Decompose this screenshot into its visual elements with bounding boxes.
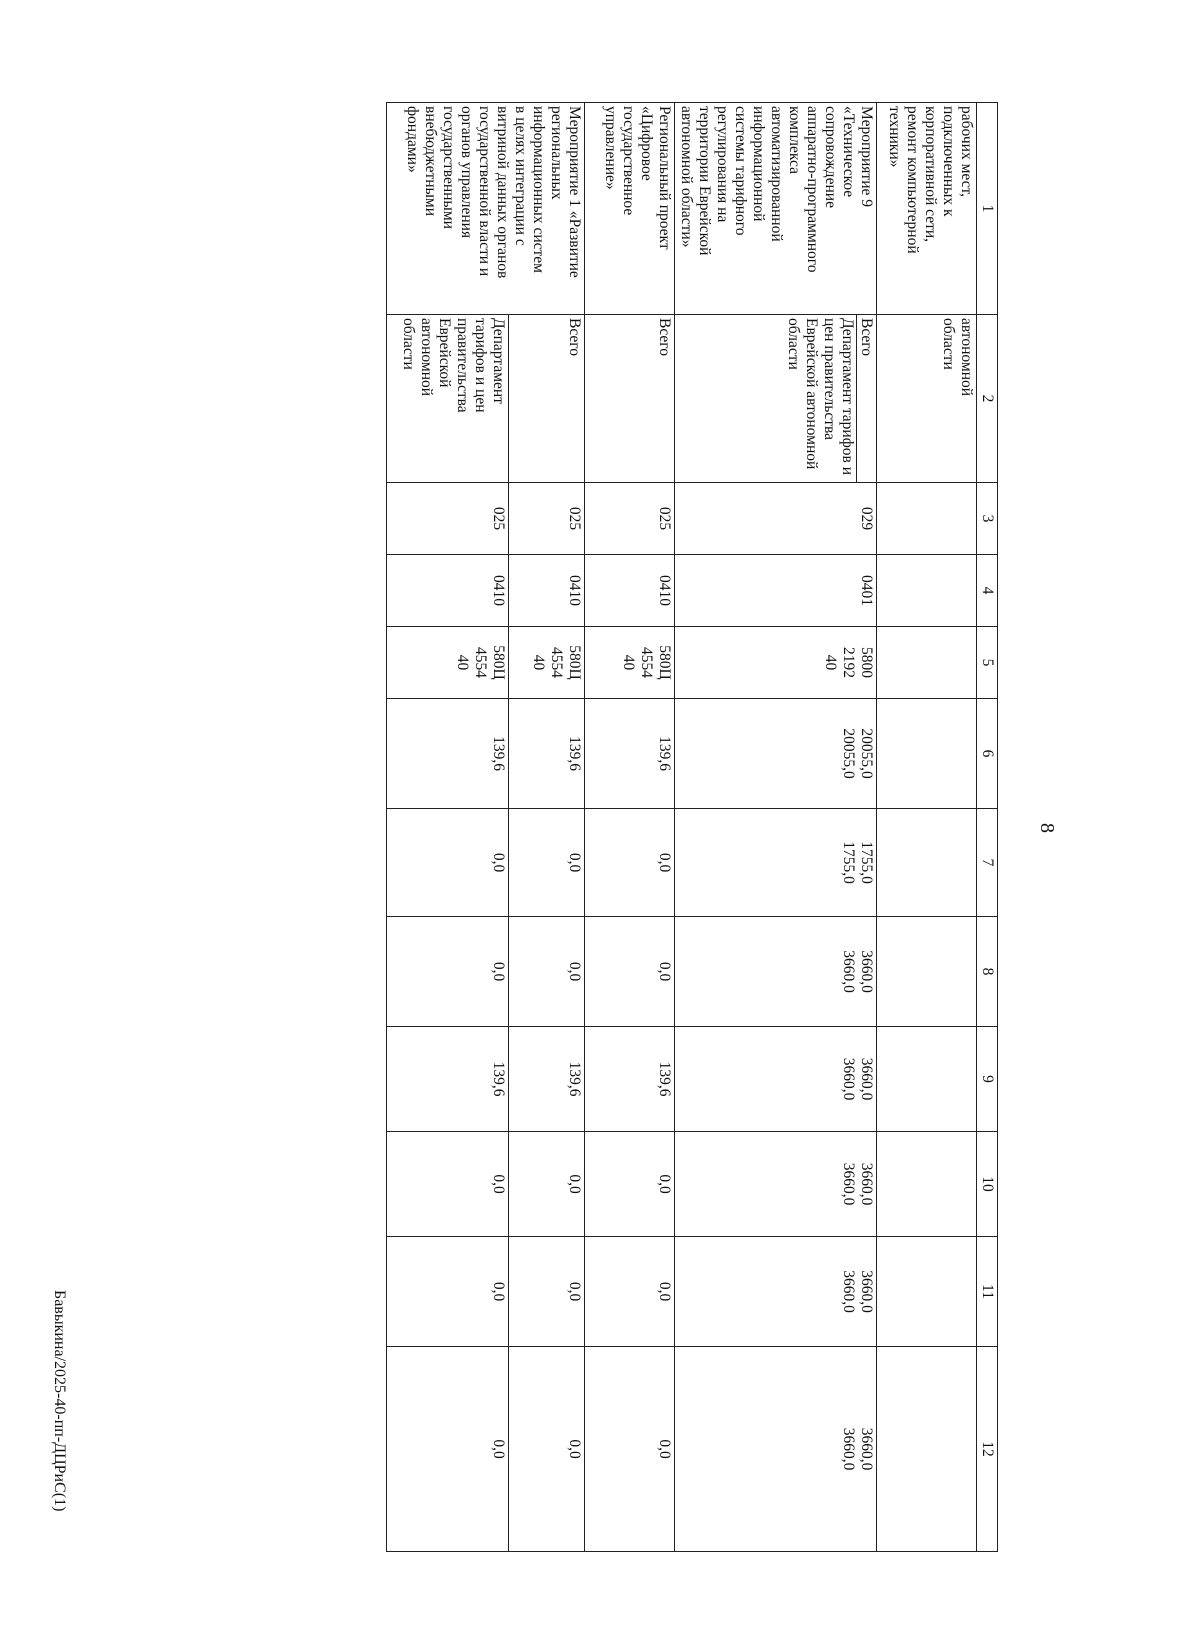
table-cell: [877, 1027, 977, 1132]
value-cell: 0,0: [509, 1132, 585, 1237]
table-row: [877, 103, 977, 1552]
column-number-row: [977, 103, 998, 1552]
column-header: 4: [977, 555, 998, 627]
value-cell: 3660,0 3660,0: [675, 1237, 877, 1347]
value-cell: 0,0: [387, 917, 509, 1027]
target-code: 580Ц 4554 40: [509, 627, 585, 699]
value-cell: 0,0: [509, 1347, 585, 1552]
activity-name: рабочих мест, подключенных к корпоративной сети, ремонт компьютерной техники»: [877, 103, 977, 315]
table-cell: [877, 809, 977, 917]
column-header: 6: [977, 699, 998, 809]
activity-name: Мероприятие 1 «Развитие региональных информационных систем в целях интеграции с витриной данных органов государственной власти и органов управления государственными внебюджетными фондами»: [387, 103, 585, 315]
value-cell: 139,6: [509, 699, 585, 809]
column-header: 8: [977, 917, 998, 1027]
target-code: 580Ц 4554 40: [387, 627, 509, 699]
value-cell: 0,0: [585, 1132, 675, 1237]
value-cell: 139,6: [387, 1027, 509, 1132]
value-cell: 0,0: [387, 1132, 509, 1237]
table-cell: [877, 555, 977, 627]
column-header: 2: [977, 315, 998, 483]
total-label: Всего: [509, 315, 585, 483]
target-code: 580Ц 4554 40: [585, 627, 675, 699]
value-cell: 3660,0 3660,0: [675, 1347, 877, 1552]
responsible-executor: [675, 315, 877, 483]
column-header: 9: [977, 1027, 998, 1132]
value-cell: 139,6: [585, 1027, 675, 1132]
table-cell: [877, 627, 977, 699]
value-cell: 1755,0 1755,0: [675, 809, 877, 917]
value-cell: 139,6: [509, 1027, 585, 1132]
value-cell: 0,0: [509, 809, 585, 917]
table-cell: [877, 1237, 977, 1347]
table-cell: [877, 1347, 977, 1552]
table-cell: [877, 917, 977, 1027]
column-header: 1: [977, 103, 998, 315]
column-header: 11: [977, 1237, 998, 1347]
value-cell: 139,6: [585, 699, 675, 809]
column-header: 12: [977, 1347, 998, 1552]
table-row: [509, 103, 585, 1552]
section-code: 0410: [509, 555, 585, 627]
column-header: 3: [977, 483, 998, 555]
budget-table: [386, 102, 998, 1552]
activity-name: Региональный проект «Цифровое государственное управление»: [585, 103, 675, 315]
table-row: [387, 103, 509, 1552]
value-cell: 0,0: [585, 1237, 675, 1347]
value-cell: 20055,0 20055,0: [675, 699, 877, 809]
responsible-executor: Всего: [585, 315, 675, 483]
value-cell: 3660,0 3660,0: [675, 1027, 877, 1132]
department-name: Департамент тарифов и цен правительства Еврейской автономной области: [784, 315, 857, 482]
value-cell: 0,0: [585, 917, 675, 1027]
section-code: 0410: [387, 555, 509, 627]
total-label: Всего: [858, 318, 875, 357]
page-number: 8: [1036, 823, 1058, 833]
grbs-code: 025: [585, 483, 675, 555]
value-cell: 3660,0 3660,0: [675, 1132, 877, 1237]
grbs-code: 025: [387, 483, 509, 555]
table-row: [675, 103, 877, 1552]
value-cell: 0,0: [585, 1347, 675, 1552]
column-header: 5: [977, 627, 998, 699]
table-cell: [877, 699, 977, 809]
grbs-code: 029: [675, 483, 877, 555]
value-cell: 0,0: [387, 1347, 509, 1552]
department-name: Департамент тарифов и цен правительства Еврейской автономной области: [387, 315, 509, 483]
column-header: 7: [977, 809, 998, 917]
value-cell: 0,0: [509, 917, 585, 1027]
value-cell: 3660,0 3660,0: [675, 917, 877, 1027]
value-cell: 0,0: [387, 809, 509, 917]
section-code: 0410: [585, 555, 675, 627]
value-cell: 0,0: [509, 1237, 585, 1347]
value-cell: 0,0: [387, 1237, 509, 1347]
responsible-executor: автономной области: [877, 315, 977, 483]
activity-name: Мероприятие 9 «Техническое сопровождение аппаратно-программного комплекса автоматизированной информационной системы тарифного регулирования на территории Еврейской автономной области»: [675, 103, 877, 315]
table-cell: [877, 1132, 977, 1237]
target-code: 5800 2192 40: [675, 627, 877, 699]
table-cell: [877, 483, 977, 555]
column-header: 10: [977, 1132, 998, 1237]
section-code: 0401: [675, 555, 877, 627]
value-cell: 139,6: [387, 699, 509, 809]
grbs-code: 025: [509, 483, 585, 555]
value-cell: 0,0: [585, 809, 675, 917]
table-row: [585, 103, 675, 1552]
document-code: Бавыкина/2025-40-пп-ДЦРиС(1): [51, 1290, 68, 1512]
